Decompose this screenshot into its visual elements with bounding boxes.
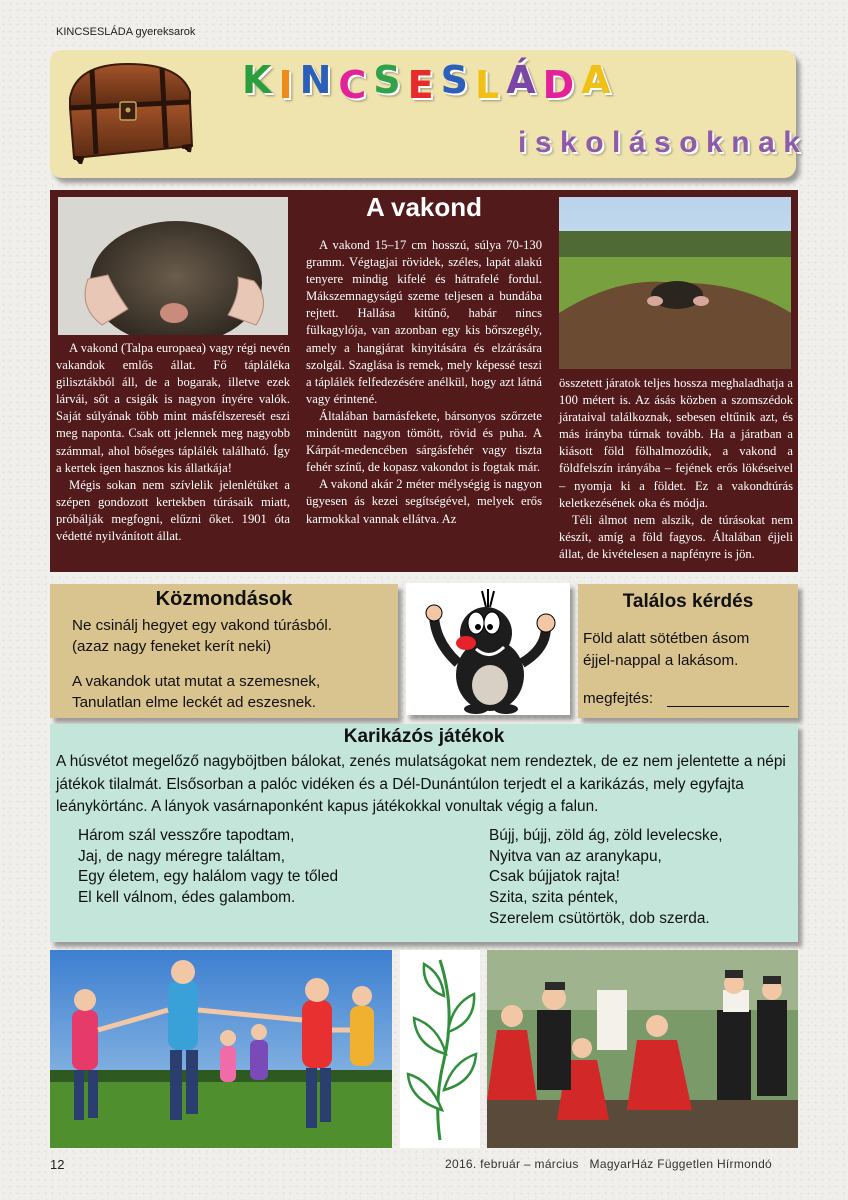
mole-closeup-photo bbox=[58, 197, 288, 335]
title-letter: Á bbox=[506, 58, 543, 102]
riddle-line: Föld alatt sötétben ásom bbox=[583, 630, 750, 647]
children-circle-dance-photo bbox=[50, 950, 392, 1148]
footer-publication: MagyarHáz Független Hírmondó bbox=[589, 1157, 773, 1171]
poem-line: Egy életem, egy halálom vagy te tőled bbox=[78, 868, 339, 886]
folk-poem-2 bbox=[489, 826, 723, 930]
title-letter: I bbox=[278, 63, 300, 107]
title-letter: K bbox=[242, 58, 279, 102]
poem-line: Csak bújjatok rajta! bbox=[489, 868, 620, 886]
title-letter: S bbox=[373, 58, 408, 102]
article-column-1 bbox=[56, 340, 290, 545]
title-letter: A bbox=[581, 58, 618, 102]
footer-issue: 2016. február – március bbox=[445, 1157, 579, 1171]
title-letter: N bbox=[299, 58, 339, 102]
proverb-item: Ne csinálj hegyet egy vakond túrásból. (azaz nagy feneket kerít neki) bbox=[72, 617, 333, 655]
article-paragraph: A vakond 15–17 cm hosszú, súlya 70-130 gramm. Végtagjai rövidek, széles, lapát alakú tenyere mindig kifelé és hátrafelé fordul. Mákszemnagyságú szeme teljesen a bundába rejtett. Hallása kitűnő, habár nincs fülkagylója, van azonban egy kis bőrszegély, amely a hangjárat kinyitására és elzárására szolgál. Szaglása is remek, mely képessé teszi a táplálék felfedezésére anélkül, hogy azt látná vagy érintené. bbox=[306, 238, 542, 406]
article-column-2 bbox=[306, 237, 542, 528]
poem-line: Bújj, bújj, zöld ág, zöld levelecske, bbox=[489, 827, 723, 844]
mole-in-field-photo bbox=[559, 197, 791, 369]
magazine-subtitle: iskolásoknak bbox=[518, 126, 809, 159]
proverbs-title: Közmondások bbox=[155, 588, 293, 610]
magazine-title bbox=[242, 60, 618, 106]
article-paragraph: összetett járatok teljes hossza meghaladhatja a 100 métert is. Az ásás közben a szomszédok járataival találkoznak, sebesen eltűnik azt, és más irányba túrnak tovább. Ha a járatban a kiásott föld fölhalmozódik, a vakond a földfelszín irányába – fejének erős lökéseivel – nyomja ki a földet. Ez a vakondtúrás keletkezésének oka és módja. bbox=[559, 376, 793, 510]
running-head: KINCSESLÁDA gyereksarok bbox=[56, 26, 196, 38]
folk-costume-dance-photo bbox=[487, 950, 798, 1148]
article-paragraph: Mégis sokan nem szívlelik jelenlétüket a szépen gondozott kertekben túrásaik miatt, próbálják megfogni, elűzni őket. 1901 óta védetté nyilvánított állat. bbox=[56, 477, 290, 544]
poem-line: Nyitva van az aranykapu, bbox=[489, 847, 662, 865]
page-number: 12 bbox=[50, 1157, 65, 1172]
article-paragraph: A vakond akár 2 méter mélységig is nagyon ügyesen ás kezei segítségével, melyek erős karmokkal vannak ellátva. Az bbox=[306, 477, 542, 526]
footer-issue-info bbox=[445, 1157, 772, 1171]
title-letter: L bbox=[475, 63, 507, 107]
games-title: Karikázós játékok bbox=[343, 726, 505, 747]
proverbs-list bbox=[72, 615, 332, 727]
poem-line: Három szál vesszőre tapodtam, bbox=[78, 827, 295, 844]
proverb-item: A vakandok utat mutat a szemesnek, Tanulatlan elme leckét ad eszesnek. bbox=[72, 673, 321, 711]
article-paragraph: A vakond (Talpa europaea) vagy régi nevén vakandok emlős állat. Fő tápláléka gilisztákból áll, de a bogarak, illetve ezek lárvái, sőt a csigák is nagyon ínyére valók. Saját súlyának több mint másfélszeresét eszi meg naponta. Csak ott jelennek meg nagyobb számmal, ahol bőséges táplálék található. Így a kertek igen hasznos kis állatkája! bbox=[56, 341, 290, 475]
riddle-text bbox=[583, 628, 749, 672]
riddle-line: éjjel-nappal a lakásom. bbox=[583, 652, 739, 669]
poem-line: Szerelem csütörtök, dob szerda. bbox=[489, 909, 710, 927]
title-letter: S bbox=[440, 58, 476, 102]
cartoon-mole-illustration bbox=[406, 583, 570, 715]
title-letter: C bbox=[338, 63, 374, 107]
article-paragraph: Általában barnásfekete, bársonyos szőrzete mindenütt nagyon tömött, rövid és puha. A Kárpát-medencében sárgásfehér vagy tiszta fehér színű, de kopasz vakondot is fogtak már. bbox=[306, 408, 542, 475]
article-title: A vakond bbox=[365, 192, 483, 222]
poem-line: Szita, szita péntek, bbox=[489, 889, 619, 907]
riddle-title: Találos kérdés bbox=[622, 591, 754, 612]
games-intro: A húsvétot megelőző nagyböjtben bálokat, zenés mulatságokat nem rendeztek, de ez nem jelentette a népi játékok tilalmát. Elsősorban a palóc vidéken és a Dél-Dunántúlon terjedt el a karikázás, mely egyfajta leánykörtánc. A lányok vasárnaponként kapus játékokkal vonultak végig a falun. bbox=[56, 753, 786, 815]
poem-line: Jaj, de nagy méregre találtam, bbox=[78, 847, 286, 865]
article-paragraph: Téli álmot nem alszik, de túrásokat nem készít, amíg a föld fagyos. Általában éjjeli állat, de kivételesen a napfényre is jön. bbox=[559, 512, 793, 561]
title-letter: E bbox=[407, 63, 441, 107]
poem-line: El kell válnom, édes galambom. bbox=[78, 889, 296, 907]
mole-cartoon-card bbox=[406, 583, 570, 715]
riddle-answer-label: megfejtés: bbox=[583, 690, 654, 707]
article-column-3 bbox=[559, 375, 793, 563]
title-letter: D bbox=[542, 63, 582, 107]
folk-poem-1 bbox=[78, 826, 338, 909]
treasure-chest-image bbox=[62, 58, 198, 164]
floral-ornament bbox=[400, 950, 480, 1148]
riddle-answer-blank bbox=[667, 706, 789, 707]
